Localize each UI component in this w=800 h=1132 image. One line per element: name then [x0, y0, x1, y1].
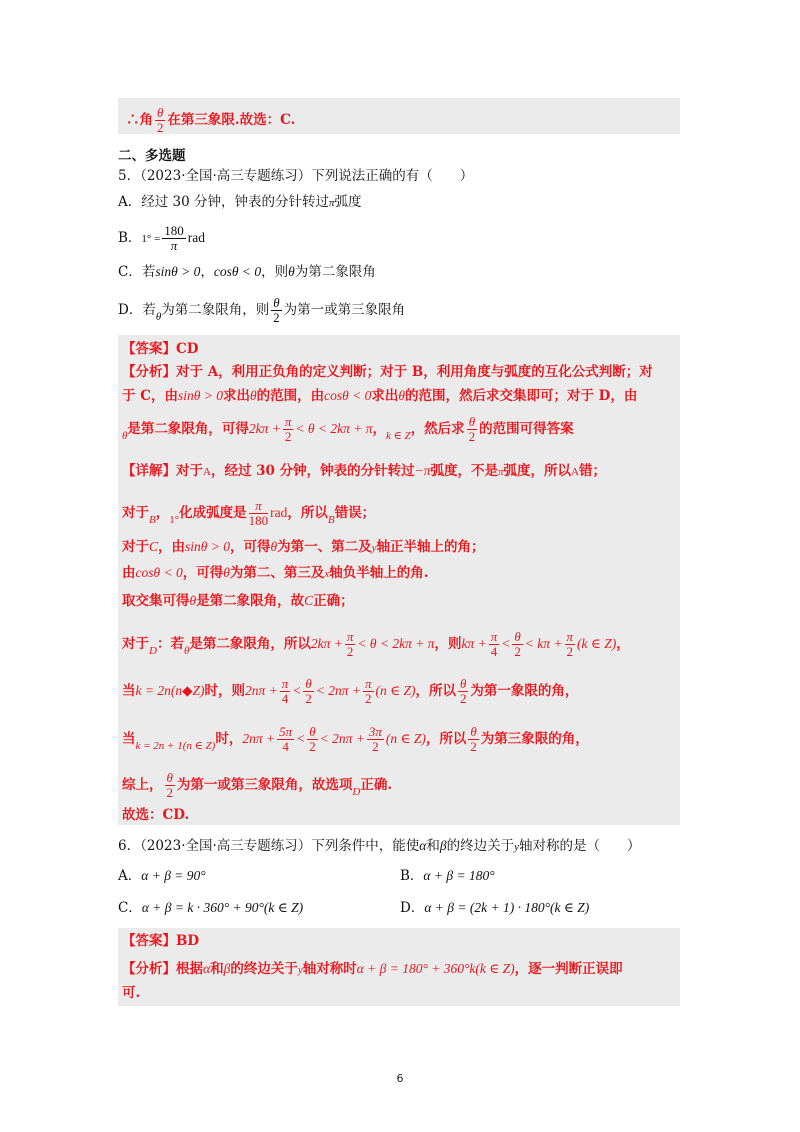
option-a: [118, 192, 362, 213]
answer-line: 【答案】BD: [122, 933, 200, 949]
text: 6．（2023·全国·高三专题练习）下列条件中，能使: [118, 838, 420, 854]
math: < θ < 2kπ + π: [295, 421, 373, 436]
fraction: [280, 677, 291, 706]
fraction: [277, 725, 294, 754]
option-c: [118, 898, 303, 918]
text: 求出: [371, 388, 399, 404]
frac-den: 2: [273, 310, 280, 325]
math: θ: [398, 388, 405, 403]
math: α + β = 90°: [141, 868, 206, 883]
math: < θ < 2kπ + π: [357, 636, 435, 651]
math: α + β = (2k + 1) · 180°(k ∈ Z): [424, 900, 590, 915]
math: 2kπ +: [310, 636, 343, 651]
text: ，逐一判断正误即: [514, 961, 623, 977]
detail-line-5: [122, 591, 354, 611]
math: y: [514, 841, 519, 853]
option-b: [400, 866, 495, 886]
fraction: [458, 677, 468, 706]
text: 时，: [215, 731, 243, 747]
math: 1°: [169, 514, 180, 526]
text: 为第一或第三象限角，故选项: [176, 777, 353, 793]
frac-num: π: [566, 629, 574, 644]
math: α: [203, 961, 211, 976]
math: α: [419, 838, 427, 853]
text: 若: [141, 264, 156, 280]
math: B: [327, 514, 335, 526]
math: y: [297, 964, 303, 976]
text: ∴角: [126, 112, 153, 128]
text: ，: [155, 505, 170, 521]
math: C: [149, 539, 159, 554]
frac-num: θ: [460, 676, 467, 691]
math: α + β = 180° + 360°k(k ∈ Z): [356, 961, 515, 976]
frac-num: θ: [273, 295, 280, 310]
frac-den: 2: [365, 691, 372, 706]
text: 经过 30 分钟，钟表的分针转过: [141, 194, 330, 210]
math: sinθ > 0: [185, 539, 231, 554]
frac-num: π: [490, 629, 498, 644]
text: 取交集可得: [122, 593, 190, 609]
text: 弧度，不是: [430, 463, 499, 479]
frac-num: π: [284, 414, 292, 429]
math: k = 2n(n◆Z): [135, 683, 205, 698]
text: ，则: [434, 636, 462, 652]
text: ，所以: [287, 505, 328, 521]
text: ，由: [158, 539, 186, 555]
previous-solution-box: [118, 98, 680, 134]
fraction: [307, 725, 317, 754]
option-label: D．: [118, 302, 143, 318]
text: ，: [200, 264, 214, 280]
text: 于 C，由: [122, 388, 178, 404]
text: 轴负半轴上的角.: [329, 565, 429, 581]
option-a: [118, 866, 206, 886]
fraction: [468, 725, 478, 754]
text: 【分析】根据: [122, 961, 203, 977]
math: k = 2n + 1(n ∈ Z): [135, 740, 216, 752]
frac-den: 2: [309, 739, 316, 754]
math: A: [571, 466, 579, 478]
text: 在第三象限.故选：C.: [167, 112, 296, 128]
math: A: [203, 466, 211, 478]
frac-den: π: [170, 238, 178, 253]
math: θ: [288, 264, 295, 279]
frac-den: 2: [470, 739, 477, 754]
text: 为第二、第三及: [229, 565, 325, 581]
text: 综上，: [122, 777, 163, 793]
frac-den: 2: [284, 429, 292, 444]
detail-line-6: [122, 630, 630, 661]
math: k ∈ Z: [386, 430, 411, 442]
text: ，则: [261, 264, 289, 280]
frac-num: π: [346, 629, 354, 644]
math: (n ∈ Z): [375, 683, 416, 698]
text: 的范围，然后求交集即可；对于 D，由: [404, 388, 638, 404]
text: 和: [210, 961, 224, 977]
math: −π: [414, 463, 431, 478]
choice-line: 故选：CD.: [122, 807, 190, 823]
frac-den: 2: [166, 785, 173, 800]
math: 2nπ +: [242, 731, 276, 746]
text: 若: [142, 302, 156, 318]
text: 为第三象限的角，: [480, 731, 589, 747]
math: sinθ > 0: [155, 264, 201, 279]
text: ：若: [156, 636, 184, 652]
text: 错误；: [334, 505, 376, 521]
frac-den: 2: [305, 691, 312, 706]
math: rad: [187, 230, 206, 245]
option-label: D．: [400, 900, 425, 916]
text: 和: [426, 838, 440, 854]
text: 为第一象限的角，: [470, 683, 579, 699]
text: 【详解】对于: [122, 463, 203, 479]
frac-num: θ: [309, 724, 316, 739]
text: 弧度，所以: [503, 463, 572, 479]
detail-line-3: [122, 537, 485, 558]
math: < 2nπ +: [315, 683, 361, 698]
fraction: [165, 771, 175, 800]
detail-line-8: [122, 725, 589, 756]
math: (k ∈ Z): [577, 636, 617, 651]
option-label: A．: [118, 868, 142, 884]
question-6-solution: [118, 928, 680, 1006]
frac-den: 2: [346, 644, 354, 659]
frac-den: 2: [372, 739, 379, 754]
math: kπ +: [461, 636, 487, 651]
text: ，所以: [425, 731, 467, 747]
frac-num: θ: [157, 105, 164, 120]
text: 当: [122, 731, 136, 747]
detail-line-9: [122, 771, 392, 802]
option-d: [118, 296, 405, 327]
frac-num: θ: [514, 629, 521, 644]
question-6: [118, 830, 680, 926]
question-5-solution: [118, 335, 680, 825]
fraction: [565, 630, 576, 659]
text: 的范围，由: [256, 388, 325, 404]
text: ，: [372, 421, 387, 437]
frac-num: 5π: [279, 724, 293, 739]
text: 弧度: [334, 194, 362, 210]
text: 错；: [578, 463, 606, 479]
detail-line-1: [122, 461, 606, 482]
frac-num: π: [281, 676, 289, 691]
math: B: [149, 514, 156, 526]
math: < kπ +: [524, 636, 563, 651]
math: β: [439, 838, 447, 853]
fraction: [489, 630, 500, 659]
math: rad: [270, 505, 288, 520]
option-label: C．: [118, 900, 142, 916]
option-label: C．: [118, 264, 142, 280]
math: θ: [189, 593, 197, 608]
frac-num: θ: [470, 724, 477, 739]
math: α + β = 180°: [423, 868, 495, 883]
math: cosθ < 0: [324, 388, 372, 403]
text: 为第一或第三象限角: [283, 302, 406, 318]
frac-den: 2: [566, 644, 573, 659]
math: <: [296, 731, 306, 746]
text: ，: [616, 636, 630, 652]
math: 1° =: [141, 233, 161, 245]
math: π: [498, 466, 504, 478]
question-5: [118, 140, 680, 330]
frac-num: 3π: [368, 724, 382, 739]
math: <: [292, 683, 302, 698]
text: ，所以: [415, 683, 457, 699]
math: θ: [270, 539, 278, 554]
text: 为第二象限角: [294, 264, 376, 280]
frac-den: 2: [156, 120, 164, 135]
math: θ: [249, 388, 257, 403]
text: 是第二象限角，故: [196, 593, 305, 609]
frac-num: π: [249, 499, 269, 514]
text: 当: [122, 683, 136, 699]
analysis-line-1: 【分析】对于 A，利用正负角的定义判断；对于 B，利用角度与弧度的互化公式判断；对: [122, 364, 653, 380]
text: 轴正半轴上的角；: [376, 539, 485, 555]
math: θ: [223, 565, 230, 580]
fraction: [155, 106, 165, 135]
math: (n ∈ Z): [385, 731, 426, 746]
fraction: [162, 224, 186, 253]
frac-den: 2: [459, 691, 467, 706]
detail-line-7: [122, 677, 578, 706]
math: sinθ > 0: [177, 388, 223, 403]
frac-num: θ: [305, 676, 312, 691]
frac-num: 180: [164, 223, 184, 238]
math: α + β = k · 360° + 90°(k ∈ Z): [141, 900, 304, 915]
fraction: [271, 296, 281, 325]
fraction: [363, 677, 374, 706]
text: 化成弧度是: [179, 505, 247, 521]
text: 为第一、第二及: [277, 539, 372, 555]
text: ，然后求: [410, 421, 465, 437]
frac-den: 4: [282, 739, 289, 754]
text: 的终边关于: [230, 961, 298, 977]
math: y: [371, 542, 377, 554]
math: <: [501, 636, 511, 651]
math: θ: [183, 645, 190, 657]
frac-num: π: [365, 676, 372, 691]
option-d: [400, 898, 589, 918]
frac-den: 2: [514, 644, 521, 659]
text: 的终边关于: [446, 838, 515, 854]
option-label: A．: [118, 194, 142, 210]
text: 正确；: [313, 593, 354, 609]
analysis-line-3: [122, 415, 574, 446]
fraction: [283, 415, 294, 444]
fraction: [303, 677, 313, 706]
math: C: [304, 593, 314, 608]
fraction: [367, 725, 384, 754]
text: 由: [122, 565, 136, 581]
frac-den: 4: [281, 691, 289, 706]
text: 对于: [122, 505, 149, 521]
text: 为第二象限角，则: [161, 302, 270, 318]
math: 2kπ +: [248, 421, 281, 436]
math: D: [352, 786, 361, 798]
fraction: [249, 499, 269, 528]
section-title: 二、多选题: [118, 148, 186, 164]
text: 的范围可得答案: [479, 421, 574, 437]
math: cosθ < 0: [213, 264, 262, 279]
frac-num: θ: [468, 414, 476, 429]
question-stem: 5．（2023·全国·高三专题练习）下列说法正确的有（ ）: [118, 168, 474, 184]
math: θ: [155, 311, 162, 323]
text: 时，则: [204, 683, 245, 699]
analysis-line-1: [122, 959, 623, 980]
detail-line-2: [122, 499, 375, 530]
frac-num: θ: [166, 770, 173, 785]
math: < 2nπ +: [319, 731, 365, 746]
text: 轴对称时: [302, 961, 357, 977]
text: 正确.: [360, 777, 393, 793]
text: 是第二象限角，可得: [127, 421, 249, 437]
analysis-line-2: [122, 386, 637, 406]
math: π: [329, 197, 335, 209]
text: 轴对称的是（ ）: [519, 838, 641, 854]
fraction: [512, 630, 522, 659]
text: ，可得: [230, 539, 271, 555]
text: 对于: [122, 636, 149, 652]
answer-line: 【答案】CD: [122, 341, 199, 357]
previous-conclusion-line: [126, 106, 295, 135]
frac-den: 2: [468, 429, 476, 444]
detail-line-4: [122, 563, 428, 584]
text: 求出: [222, 388, 250, 404]
option-b: [118, 224, 205, 253]
fraction: [345, 630, 356, 659]
math: D: [149, 645, 157, 657]
text: 对于: [122, 539, 149, 555]
math: x: [324, 568, 330, 580]
frac-den: 180: [248, 513, 269, 528]
text: 是第二象限角，所以: [189, 636, 311, 652]
math: cosθ < 0: [135, 565, 183, 580]
page-number: 6: [396, 1072, 404, 1085]
text: ，经过 30 分钟，钟表的分针转过: [210, 463, 415, 479]
option-label: B．: [400, 868, 424, 884]
math: β: [223, 961, 231, 976]
text: ，可得: [182, 565, 224, 581]
question-stem: [118, 836, 641, 857]
frac-den: 4: [490, 644, 498, 659]
analysis-line-2: 可.: [122, 985, 141, 1001]
fraction: [467, 415, 477, 444]
option-label: B．: [118, 230, 142, 246]
math: 2nπ +: [244, 683, 278, 698]
option-c: [118, 262, 376, 282]
math: θ: [122, 430, 128, 442]
